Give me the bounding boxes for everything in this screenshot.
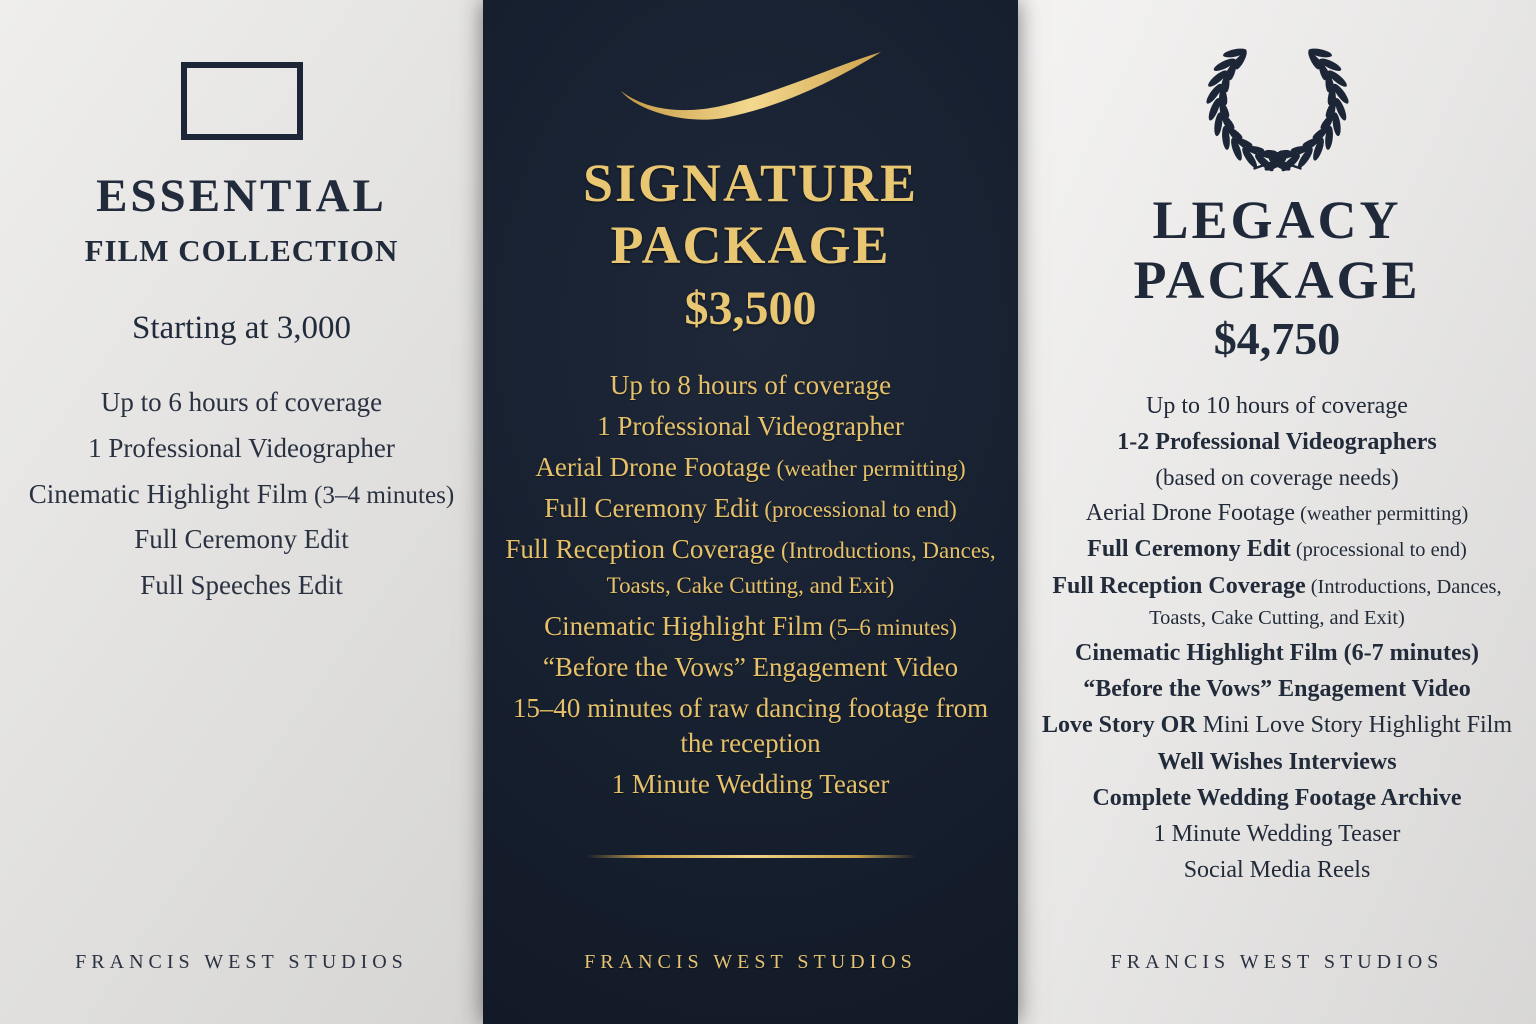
feature-text: Social Media Reels <box>1183 857 1371 884</box>
feature-note: (Introductions, Dances, Toasts, Cake Cutting, and Exit) <box>1149 575 1502 629</box>
feature-text: Full Ceremony Edit <box>134 524 349 555</box>
package-title: ESSENTIAL <box>96 170 387 222</box>
feature-subnote: (based on coverage needs) <box>1155 465 1399 491</box>
feature-item <box>1027 498 1527 529</box>
feature-text: Full Ceremony Edit <box>1087 536 1291 563</box>
feature-text: Full Reception Coverage <box>1052 572 1306 599</box>
package-price: $3,500 <box>684 282 817 335</box>
feature-text: Full Ceremony Edit <box>544 493 759 524</box>
feature-item <box>29 567 454 605</box>
feature-text: Aerial Drone Footage <box>1085 500 1295 527</box>
feature-item <box>501 691 1001 761</box>
package-price: $4,750 <box>1213 313 1341 364</box>
feature-item <box>501 532 1001 602</box>
feature-item <box>29 521 454 559</box>
feature-item <box>501 650 1001 685</box>
package-title: SIGNATURE <box>582 153 919 213</box>
legacy-package-panel <box>1018 0 1536 1024</box>
feature-list <box>501 362 1001 808</box>
feature-note: (weather permitting) <box>1295 503 1469 526</box>
feature-item <box>501 450 1001 485</box>
feature-item <box>501 491 1001 526</box>
feature-note: (processional to end) <box>758 497 957 523</box>
feature-item <box>1027 391 1527 422</box>
feature-text: “Before the Vows” Engagement Video <box>542 651 959 682</box>
feature-text: Cinematic Highlight Film <box>544 610 824 641</box>
package-title-line2: PACKAGE <box>1133 250 1421 310</box>
gold-divider <box>586 855 916 858</box>
feature-text: 1 Minute Wedding Teaser <box>611 768 890 799</box>
signature-package-panel <box>483 0 1018 1024</box>
feature-item <box>501 767 1001 802</box>
feature-text: Complete Wedding Footage Archive <box>1092 784 1462 811</box>
feature-item <box>29 476 454 514</box>
feature-note: (3–4 minutes) <box>307 481 455 509</box>
feature-item <box>1027 571 1527 633</box>
feature-text: Full Speeches Edit <box>140 570 343 601</box>
feature-text: Full Reception Coverage <box>505 534 776 565</box>
feature-item <box>1027 855 1527 886</box>
feature-list <box>29 376 454 613</box>
feature-item <box>1027 819 1527 850</box>
studio-name-footer: FRANCIS WEST STUDIOS <box>75 951 408 973</box>
feature-text: Mini Love Story Highlight Film <box>1196 712 1512 739</box>
feature-text: 1 Professional Videographer <box>88 432 395 463</box>
film-frame-icon <box>181 62 303 140</box>
feature-note: (5–6 minutes) <box>823 614 957 640</box>
feature-item <box>1027 747 1527 778</box>
studio-name-footer: FRANCIS WEST STUDIOS <box>1110 951 1444 973</box>
swoosh-flourish-icon <box>615 42 887 122</box>
feature-item <box>1027 674 1527 705</box>
feature-note: (Introductions, Dances, Toasts, Cake Cutting, and Exit) <box>606 538 996 599</box>
feature-text: 1 Professional Videographer <box>597 411 904 442</box>
laurel-wreath-icon <box>1185 32 1370 178</box>
feature-text: Up to 8 hours of coverage <box>609 370 892 400</box>
feature-text: 15–40 minutes of raw dancing footage from the reception <box>512 692 989 758</box>
feature-item <box>1027 534 1527 565</box>
feature-item <box>1027 710 1527 741</box>
essential-package-panel <box>0 0 483 1024</box>
feature-item <box>29 384 454 422</box>
feature-text: Cinematic Highlight Film (6-7 minutes) <box>1075 640 1479 667</box>
feature-item <box>501 409 1001 444</box>
feature-text: Love Story OR <box>1041 712 1197 739</box>
feature-text: Up to 6 hours of coverage <box>100 387 383 417</box>
package-title: LEGACY <box>1152 190 1402 250</box>
feature-text: 1-2 Professional Videographers <box>1117 429 1437 456</box>
feature-text: Aerial Drone Footage <box>535 452 771 483</box>
package-subtitle: FILM COLLECTION <box>84 233 399 268</box>
studio-name-footer: FRANCIS WEST STUDIOS <box>584 951 917 973</box>
feature-item <box>501 368 1001 403</box>
feature-item <box>501 609 1001 644</box>
feature-item <box>1027 783 1527 814</box>
feature-note: (weather permitting) <box>770 456 966 482</box>
package-price: Starting at 3,000 <box>131 310 352 346</box>
feature-text: Cinematic Highlight Film <box>28 478 308 509</box>
feature-item <box>29 430 454 468</box>
feature-text: Well Wishes Interviews <box>1157 748 1397 775</box>
package-title-line2: PACKAGE <box>610 215 891 275</box>
feature-text: “Before the Vows” Engagement Video <box>1083 676 1471 703</box>
feature-item <box>1027 638 1527 669</box>
feature-text: 1 Minute Wedding Teaser <box>1153 820 1401 847</box>
feature-note: (processional to end) <box>1290 539 1467 562</box>
feature-list <box>1027 386 1527 891</box>
feature-item <box>1027 427 1527 458</box>
feature-text: Up to 10 hours of coverage <box>1146 393 1408 419</box>
